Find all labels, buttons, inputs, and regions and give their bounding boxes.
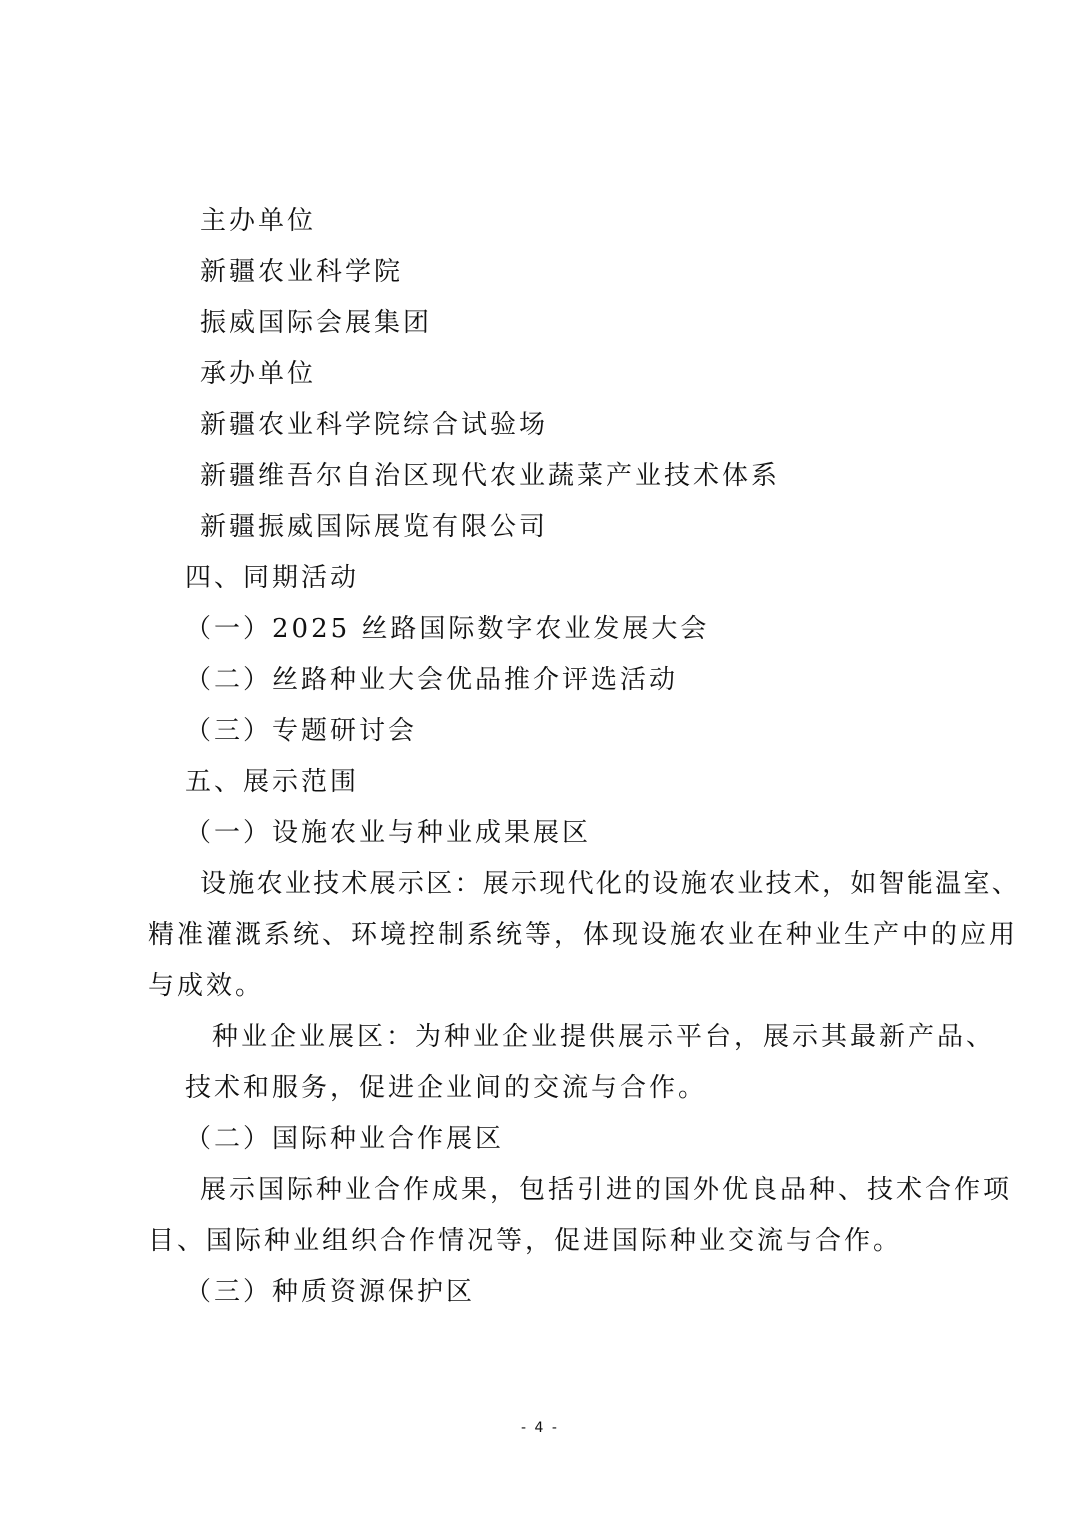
section-heading-5: 五、展示范围 — [185, 767, 360, 797]
subsection-heading-3: （三）种质资源保护区 — [185, 1277, 476, 1307]
paragraph-2-line-1: 种业企业展区：为种业企业提供展示平台，展示其最新产品、 — [212, 1022, 996, 1052]
organizer-1: 新疆农业科学院 — [200, 257, 404, 287]
paragraph-2-line-2: 技术和服务，促进企业间的交流与合作。 — [185, 1073, 708, 1103]
activity-3: （三）专题研讨会 — [185, 716, 418, 746]
paragraph-3-line-1: 展示国际种业合作成果，包括引进的国外优良品种、技术合作项 — [200, 1175, 1013, 1205]
section-heading-4: 四、同期活动 — [185, 563, 360, 593]
heading-co-organizer: 承办单位 — [200, 359, 317, 389]
co-organizer-3: 新疆振威国际展览有限公司 — [200, 512, 549, 542]
co-organizer-2: 新疆维吾尔自治区现代农业蔬菜产业技术体系 — [200, 461, 781, 491]
subsection-heading-2: （二）国际种业合作展区 — [185, 1124, 505, 1154]
paragraph-3-line-2: 目、国际种业组织合作情况等，促进国际种业交流与合作。 — [148, 1226, 903, 1256]
heading-organizer: 主办单位 — [200, 206, 317, 236]
co-organizer-1: 新疆农业科学院综合试验场 — [200, 410, 549, 440]
subsection-heading-1: （一）设施农业与种业成果展区 — [185, 818, 592, 848]
organizer-2: 振威国际会展集团 — [200, 308, 433, 338]
paragraph-1-line-3: 与成效。 — [148, 971, 265, 1001]
paragraph-1-line-1: 设施农业技术展示区：展示现代化的设施农业技术，如智能温室、 — [200, 869, 1021, 899]
activity-1: （一）2025 丝路国际数字农业发展大会 — [185, 614, 710, 644]
paragraph-1-line-2: 精准灌溉系统、环境控制系统等，体现设施农业在种业生产中的应用 — [148, 920, 1019, 950]
activity-2: （二）丝路种业大会优品推介评选活动 — [185, 665, 679, 695]
page-number: - 4 - — [521, 1420, 559, 1436]
